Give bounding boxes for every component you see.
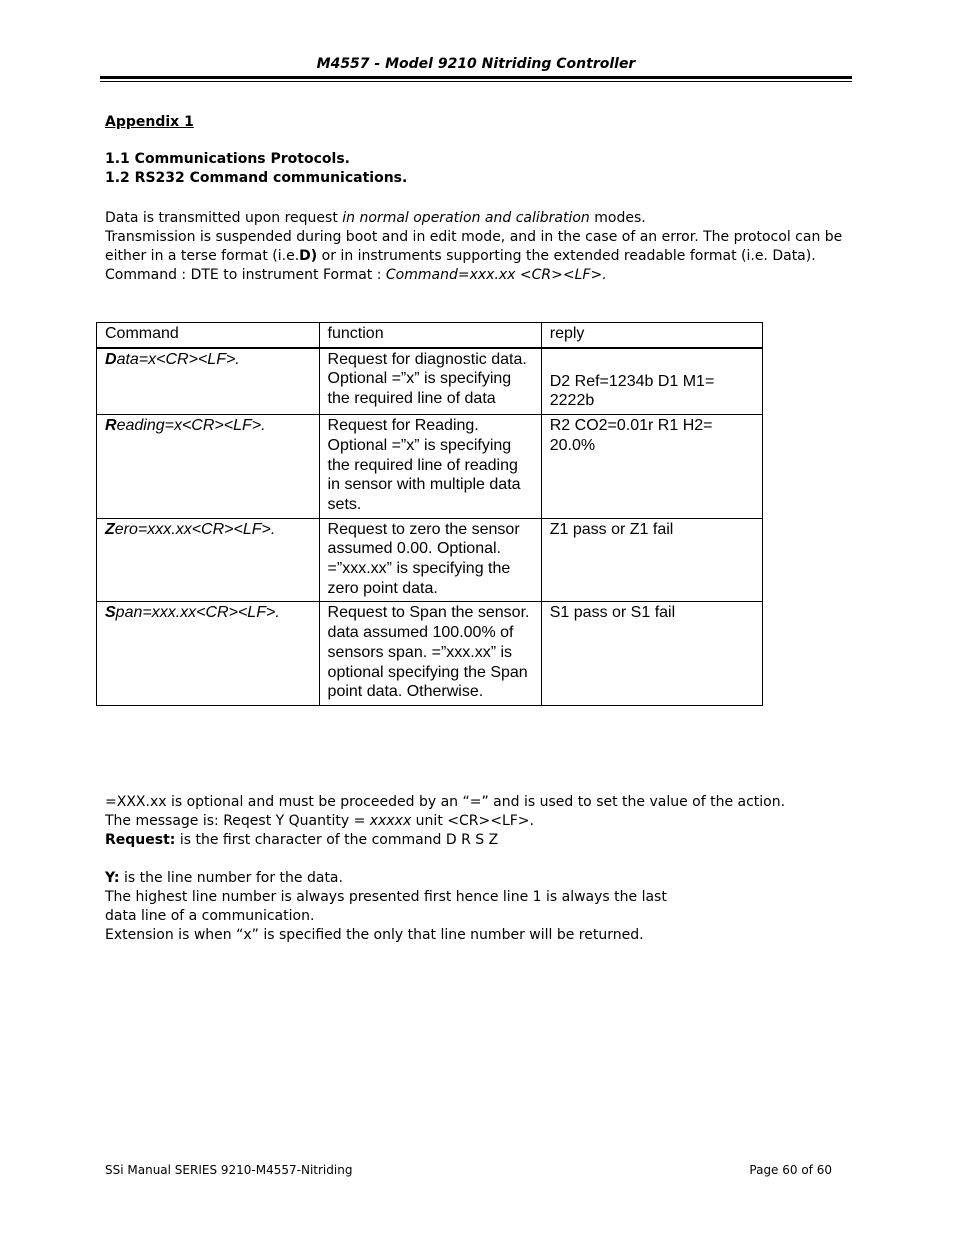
command-cell — [97, 518, 320, 602]
function-cell: Request for diagnostic data. Optional =”x” is specifying the required line of data — [319, 348, 541, 415]
page-header-title: M4557 - Model 9210 Nitriding Controller — [316, 56, 636, 72]
notes-text: is the line number for the data. — [119, 870, 343, 886]
intro-line-2 — [105, 228, 845, 266]
command-cell — [97, 415, 320, 519]
command-table — [96, 322, 763, 706]
intro-text: or in instruments supporting the extended readable format (i.e. Data). — [317, 248, 816, 264]
footer-page-number: Page 60 of 60 — [749, 1163, 832, 1177]
command-text: ata=x<CR><LF>. — [116, 350, 240, 368]
reply-text: D2 Ref=1234b D1 M1= 2222b — [549, 372, 715, 410]
command-letter: S — [105, 604, 116, 622]
intro-text: Transmission is suspended during boot and in edit mode, and in the case of an error. The protocol can be either in a terse format (i.e. — [105, 229, 843, 264]
command-text: eading=x<CR><LF>. — [116, 417, 266, 435]
notes-line — [105, 869, 845, 888]
header-function: function — [319, 323, 541, 348]
notes-bold: Y: — [105, 870, 120, 886]
command-text: ero=xxx.xx<CR><LF>. — [114, 520, 276, 538]
section-headings — [105, 150, 407, 188]
notes-section — [105, 793, 845, 945]
intro-italic: in normal operation and calibration — [342, 210, 590, 226]
command-letter: Z — [105, 520, 115, 538]
function-cell: Request for Reading. Optional =”x” is specifying the required line of reading in sensor with multiple data sets. — [319, 415, 541, 519]
footer-manual-title: SSi Manual SERIES 9210-M4557-Nitriding — [105, 1163, 353, 1177]
notes-line — [105, 812, 845, 831]
notes-line: Extension is when “x” is specified the only that line number will be returned. — [105, 927, 644, 943]
reply-cell: Z1 pass or Z1 fail — [541, 518, 762, 602]
intro-text: Command : DTE to instrument Format : — [105, 267, 386, 283]
header-reply: reply — [541, 323, 762, 348]
intro-paragraph — [105, 209, 845, 285]
heading-protocols: 1.1 Communications Protocols. — [105, 151, 350, 167]
notes-line: The highest line number is always presented first hence line 1 is always the last — [105, 889, 667, 905]
table-row — [97, 415, 763, 519]
command-text: pan=xxx.xx<CR><LF>. — [115, 604, 280, 622]
notes-text: is the first character of the command D R S Z — [175, 832, 499, 848]
intro-text: Data is transmitted upon request — [105, 210, 343, 226]
function-cell: Request to Span the sensor. data assumed 100.00% of sensors span. =”xxx.xx” is optional specifying the Span point data. Otherwise. — [319, 602, 541, 706]
reply-cell: R2 CO2=0.01r R1 H2= 20.0% — [541, 415, 762, 519]
command-cell — [97, 602, 320, 706]
reply-cell: S1 pass or S1 fail — [541, 602, 762, 706]
header-rule-thick — [100, 76, 852, 79]
table-row — [97, 348, 763, 415]
table-row — [97, 518, 763, 602]
command-letter: D — [105, 350, 117, 368]
intro-bold: D) — [299, 248, 318, 264]
function-cell: Request to zero the sensor assumed 0.00. Optional. =”xxx.xx” is specifying the zero point data. — [319, 518, 541, 602]
intro-text: modes. — [589, 210, 646, 226]
command-letter: R — [105, 417, 117, 435]
spacer — [105, 850, 845, 869]
intro-line-3 — [105, 266, 845, 285]
intro-italic: Command=xxx.xx <CR><LF>. — [385, 267, 607, 283]
command-cell — [97, 348, 320, 415]
notes-text: unit <CR><LF>. — [411, 813, 534, 829]
reply-cell — [541, 348, 762, 415]
notes-italic: xxxxx — [369, 813, 412, 829]
notes-text: The message is: Reqest Y Quantity = — [105, 813, 370, 829]
heading-rs232: 1.2 RS232 Command communications. — [105, 170, 408, 186]
notes-bold: Request: — [105, 832, 176, 848]
header-command: Command — [97, 323, 320, 348]
notes-line — [105, 831, 845, 850]
notes-line: =XXX.xx is optional and must be proceeded by an “=” and is used to set the value of the action. — [105, 794, 786, 810]
intro-line-1 — [105, 209, 845, 228]
table-row — [97, 602, 763, 706]
notes-line: data line of a communication. — [105, 908, 315, 924]
header-rule-thin — [100, 81, 852, 82]
table-header-row — [97, 323, 763, 348]
appendix-heading: Appendix 1 — [105, 114, 194, 130]
